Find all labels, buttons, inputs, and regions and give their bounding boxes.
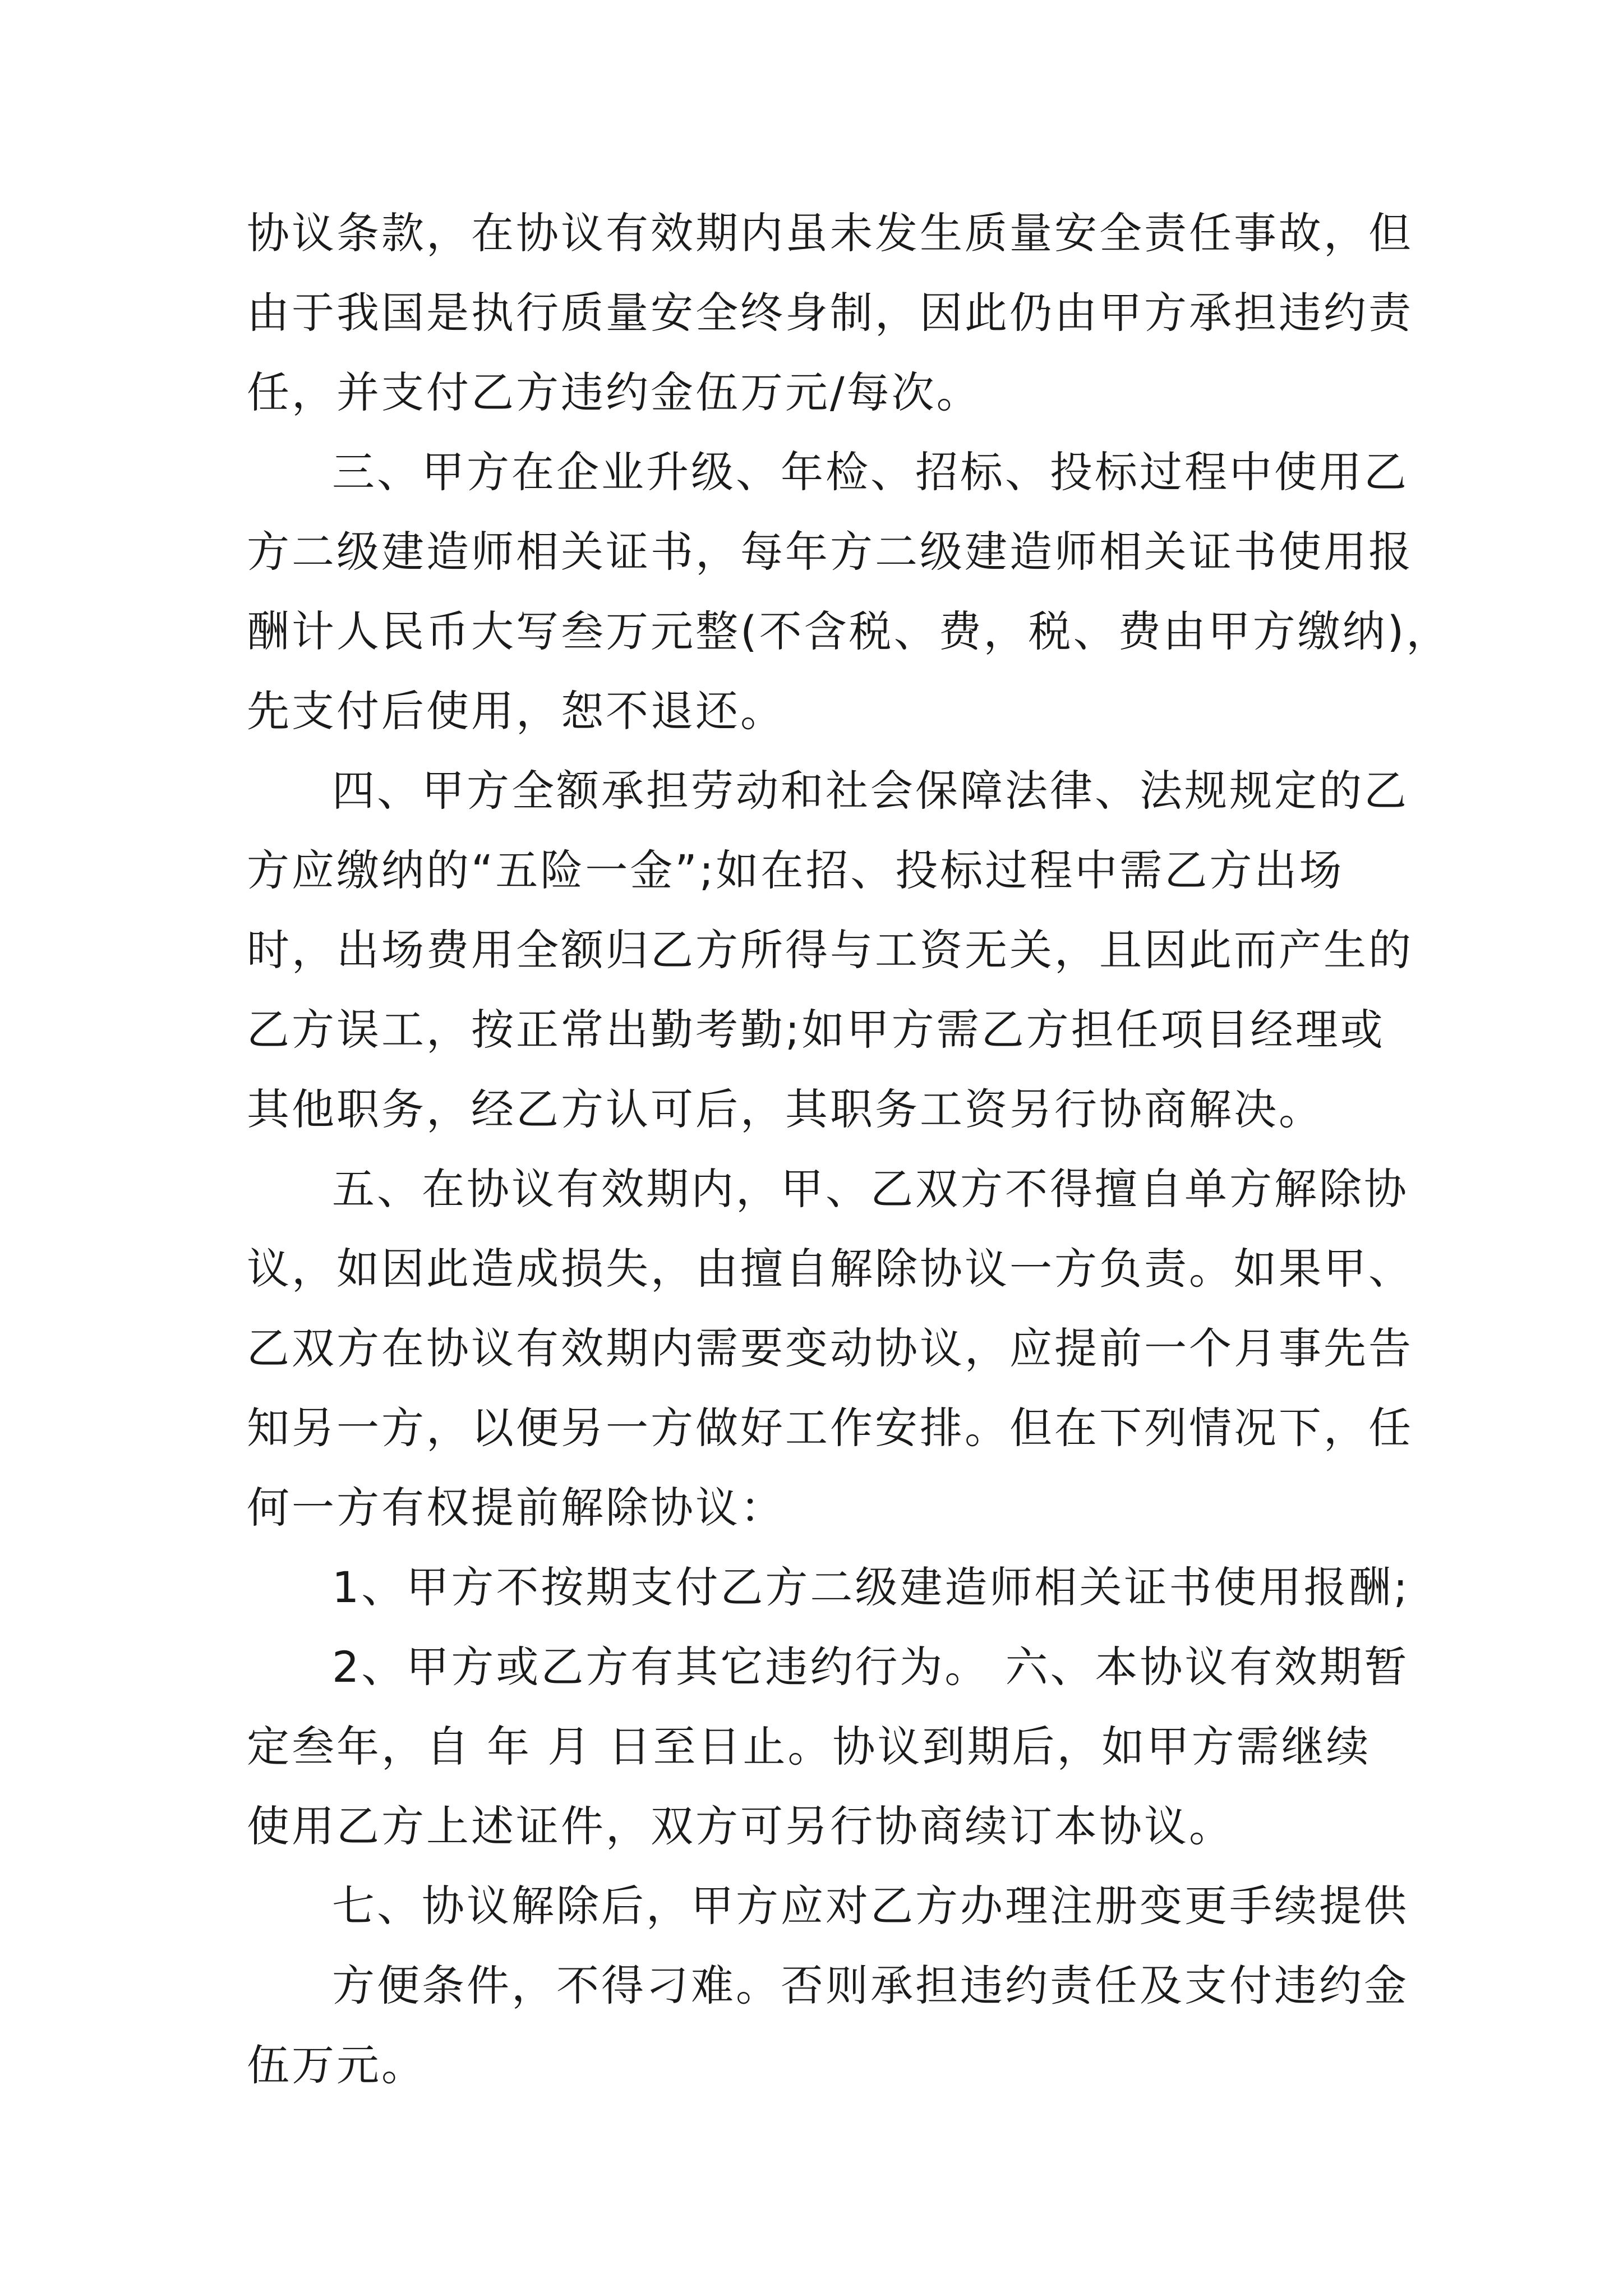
- text-line: 由于我国是执行质量安全终身制，因此仍由甲方承担违约责: [247, 288, 1413, 338]
- text-line: 知另一方，以便另一方做好工作安排。但在下列情况下，任: [247, 1403, 1413, 1453]
- text-line: 伍万元。: [247, 2040, 426, 2090]
- text-line: 时，出场费用全额归乙方所得与工资无关，且因此而产生的: [247, 925, 1413, 975]
- paragraph-four-start: 四、甲方全额承担劳动和社会保障法律、法规规定的乙: [332, 766, 1409, 816]
- text-line: 议，如因此造成损失，由擅自解除协议一方负责。如果甲、: [247, 1244, 1413, 1294]
- text-line: 酬计人民币大写叁万元整(不含税、费，税、费由甲方缴纳)，: [247, 606, 1451, 656]
- paragraph-three-start: 三、甲方在企业升级、年检、招标、投标过程中使用乙: [332, 447, 1409, 497]
- text-line: 乙双方在协议有效期内需要变动协议，应提前一个月事先告: [247, 1323, 1413, 1373]
- text-line: 定叁年，自 年 月 日至日止。协议到期后，如甲方需继续: [247, 1722, 1371, 1772]
- paragraph-five-start: 五、在协议有效期内，甲、乙双方不得擅自单方解除协: [332, 1164, 1409, 1214]
- text-line: 任，并支付乙方违约金伍万元/每次。: [247, 367, 981, 417]
- text-line: 何一方有权提前解除协议：: [247, 1483, 785, 1533]
- text-line: 方二级建造师相关证书，每年方二级建造师相关证书使用报: [247, 527, 1413, 577]
- text-line: 协议条款，在协议有效期内虽未发生质量安全责任事故，但: [247, 208, 1413, 258]
- list-item-two: 2、甲方或乙方有其它违约行为。 六、本协议有效期暂: [332, 1642, 1409, 1692]
- text-line: 其他职务，经乙方认可后，其职务工资另行协商解决。: [247, 1084, 1324, 1134]
- text-line: 先支付后使用，恕不退还。: [247, 686, 785, 736]
- paragraph-seven-start: 七、协议解除后，甲方应对乙方办理注册变更手续提供: [332, 1881, 1409, 1931]
- list-item-one: 1、甲方不按期支付乙方二级建造师相关证书使用报酬;: [332, 1562, 1410, 1612]
- text-line: 使用乙方上述证件，双方可另行协商续订本协议。: [247, 1801, 1234, 1851]
- document-body: [247, 194, 1451, 2105]
- text-line: 乙方误工，按正常出勤考勤;如甲方需乙方担任项目经理或: [247, 1005, 1385, 1055]
- text-line: 方应缴纳的“五险一金”;如在招、投标过程中需乙方出场: [247, 845, 1344, 895]
- text-line: 方便条件，不得刁难。否则承担违约责任及支付违约金: [332, 1961, 1409, 2010]
